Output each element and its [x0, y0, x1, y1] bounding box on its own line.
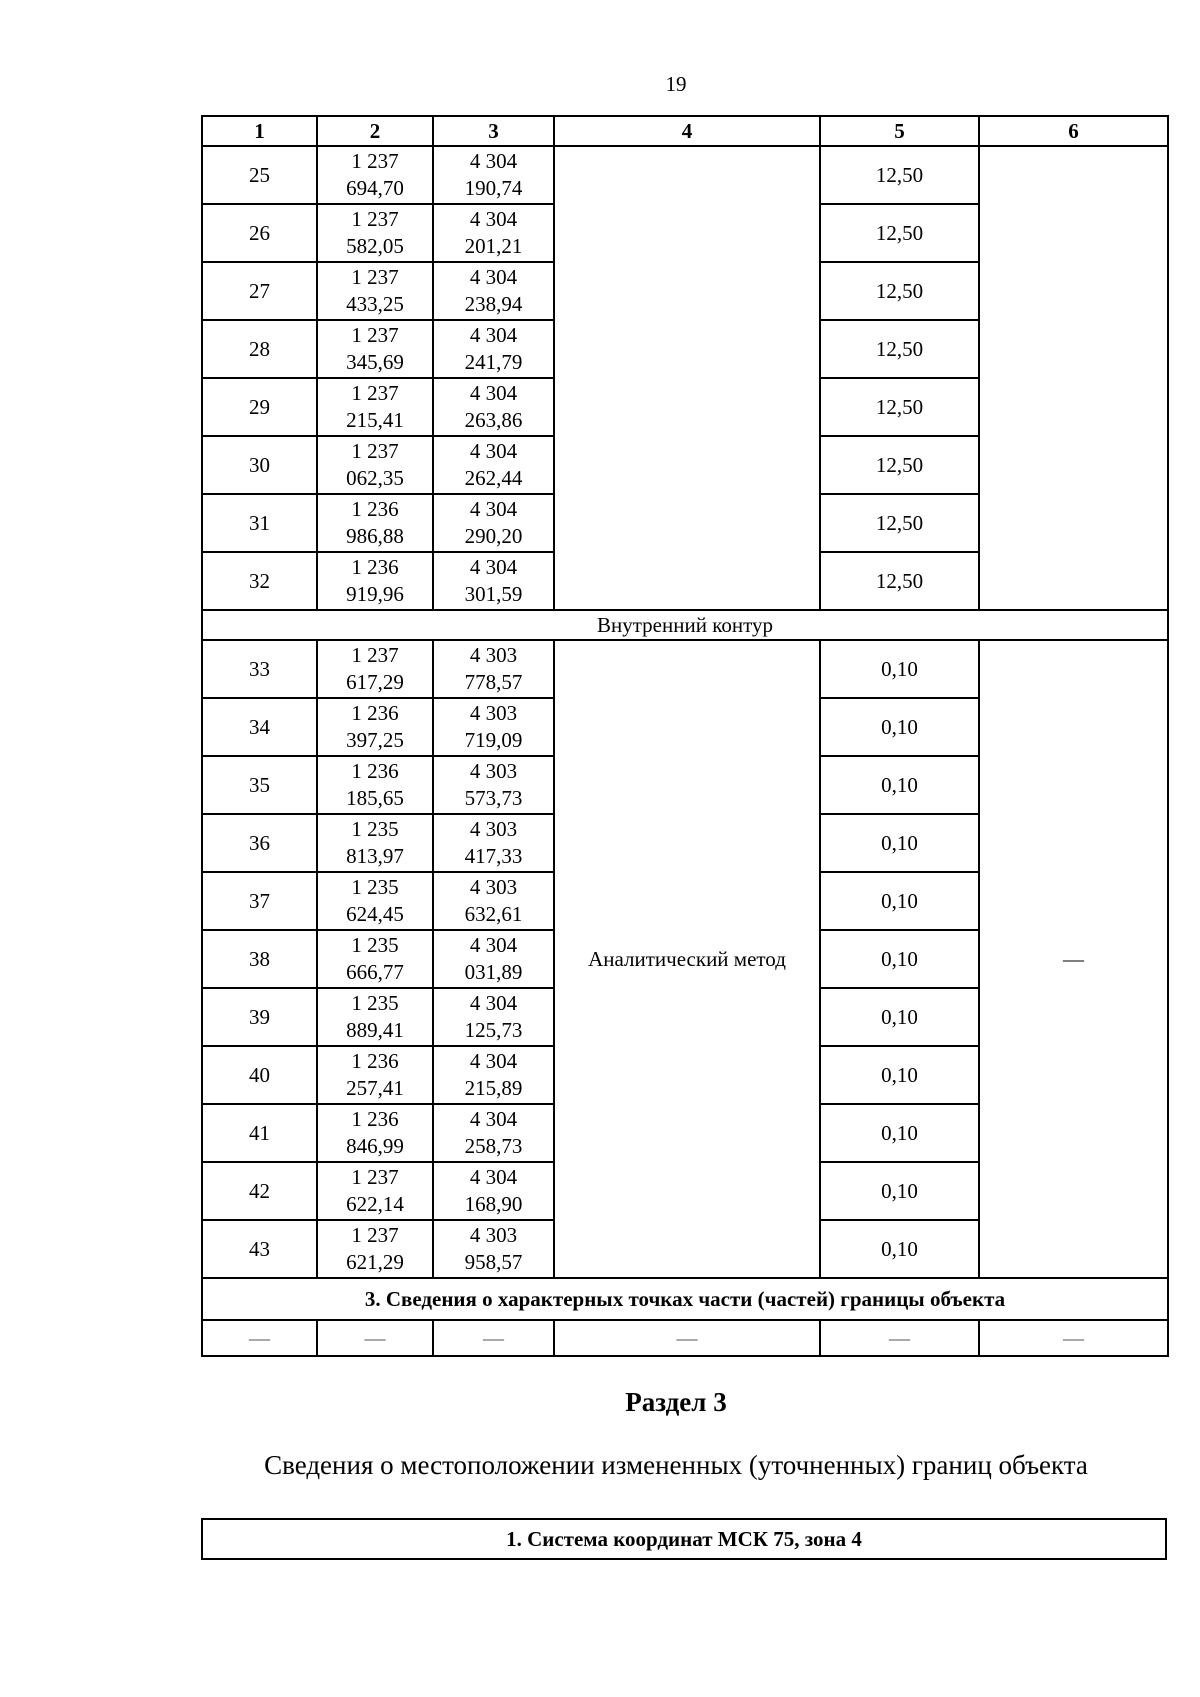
table-row — [202, 146, 1168, 204]
part-title-row — [202, 1278, 1168, 1320]
point-number: 25 — [202, 146, 317, 204]
y-coordinate — [433, 262, 554, 320]
x-coordinate-integer-part: 1 237 — [351, 323, 399, 347]
inner-contour-row — [202, 610, 1168, 640]
y-coordinate-fraction-part: 301,59 — [464, 582, 523, 606]
accuracy-value: 0,10 — [820, 1104, 979, 1162]
x-coordinate-fraction-part: 813,97 — [346, 844, 404, 868]
x-coordinate — [317, 872, 433, 930]
method-cell: Аналитический метод — [554, 640, 820, 1278]
x-coordinate-integer-part: 1 237 — [351, 207, 399, 231]
y-coordinate-fraction-part: 031,89 — [464, 960, 523, 984]
y-coordinate — [433, 204, 554, 262]
coordinates-table — [201, 115, 1169, 1357]
y-coordinate-integer-part: 4 304 — [469, 381, 518, 405]
x-coordinate — [317, 640, 433, 698]
x-coordinate-integer-part: 1 237 — [351, 643, 399, 667]
dash-cell: — — [820, 1320, 979, 1356]
x-coordinate-integer-part: 1 236 — [351, 759, 399, 783]
inner-contour-rows — [202, 640, 1168, 1278]
column-header: 2 — [317, 116, 433, 146]
x-coordinate-fraction-part: 666,77 — [346, 960, 404, 984]
x-coordinate-fraction-part: 215,41 — [346, 408, 404, 432]
table-row — [202, 640, 1168, 698]
y-coordinate-integer-part: 4 304 — [469, 207, 518, 231]
x-coordinate-fraction-part: 345,69 — [346, 350, 404, 374]
accuracy-value: 0,10 — [820, 756, 979, 814]
y-coordinate-integer-part: 4 304 — [469, 439, 518, 463]
point-number: 28 — [202, 320, 317, 378]
x-coordinate-fraction-part: 986,88 — [346, 524, 404, 548]
x-coordinate-fraction-part: 582,05 — [346, 234, 404, 258]
point-number: 40 — [202, 1046, 317, 1104]
column-header: 6 — [979, 116, 1168, 146]
accuracy-value: 0,10 — [820, 814, 979, 872]
y-coordinate-fraction-part: 632,61 — [464, 902, 523, 926]
x-coordinate-integer-part: 1 235 — [351, 875, 399, 899]
x-coordinate — [317, 262, 433, 320]
accuracy-value: 12,50 — [820, 436, 979, 494]
x-coordinate-fraction-part: 621,29 — [346, 1250, 404, 1274]
y-coordinate-integer-part: 4 303 — [469, 1223, 518, 1247]
y-coordinate — [433, 1220, 554, 1278]
y-coordinate — [433, 494, 554, 552]
y-coordinate-integer-part: 4 304 — [469, 1049, 518, 1073]
point-number: 37 — [202, 872, 317, 930]
y-coordinate-integer-part: 4 304 — [469, 323, 518, 347]
y-coordinate — [433, 146, 554, 204]
y-coordinate-fraction-part: 958,57 — [464, 1250, 523, 1274]
point-number: 42 — [202, 1162, 317, 1220]
y-coordinate-integer-part: 4 304 — [469, 555, 518, 579]
x-coordinate-integer-part: 1 237 — [351, 381, 399, 405]
x-coordinate — [317, 494, 433, 552]
empty-part-row — [202, 1320, 1168, 1356]
table-header-row — [202, 116, 1168, 146]
description-cell: — — [979, 640, 1168, 1278]
y-coordinate-fraction-part: 417,33 — [464, 844, 523, 868]
x-coordinate — [317, 146, 433, 204]
y-coordinate — [433, 756, 554, 814]
accuracy-value: 0,10 — [820, 698, 979, 756]
x-coordinate-integer-part: 1 237 — [351, 439, 399, 463]
point-number: 39 — [202, 988, 317, 1046]
accuracy-value: 0,10 — [820, 1220, 979, 1278]
point-number: 29 — [202, 378, 317, 436]
y-coordinate-integer-part: 4 304 — [469, 933, 518, 957]
x-coordinate-fraction-part: 622,14 — [346, 1192, 404, 1216]
x-coordinate — [317, 814, 433, 872]
accuracy-value: 12,50 — [820, 552, 979, 610]
y-coordinate-fraction-part: 258,73 — [464, 1134, 523, 1158]
x-coordinate-fraction-part: 846,99 — [346, 1134, 404, 1158]
y-coordinate-integer-part: 4 304 — [469, 991, 518, 1015]
x-coordinate-fraction-part: 919,96 — [346, 582, 404, 606]
x-coordinate — [317, 988, 433, 1046]
x-coordinate-integer-part: 1 235 — [351, 933, 399, 957]
y-coordinate — [433, 698, 554, 756]
section-heading: Раздел 3 — [625, 1387, 727, 1417]
point-number: 41 — [202, 1104, 317, 1162]
y-coordinate-fraction-part: 290,20 — [464, 524, 523, 548]
x-coordinate — [317, 1220, 433, 1278]
y-coordinate — [433, 436, 554, 494]
y-coordinate-fraction-part: 125,73 — [464, 1018, 523, 1042]
y-coordinate — [433, 378, 554, 436]
column-header: 4 — [554, 116, 820, 146]
y-coordinate-integer-part: 4 304 — [469, 497, 518, 521]
point-number: 35 — [202, 756, 317, 814]
x-coordinate — [317, 204, 433, 262]
y-coordinate-fraction-part: 778,57 — [464, 670, 523, 694]
y-coordinate — [433, 814, 554, 872]
y-coordinate — [433, 872, 554, 930]
y-coordinate — [433, 1104, 554, 1162]
point-number: 27 — [202, 262, 317, 320]
x-coordinate-integer-part: 1 237 — [351, 1165, 399, 1189]
y-coordinate-integer-part: 4 303 — [469, 817, 518, 841]
y-coordinate-fraction-part: 262,44 — [464, 466, 523, 490]
x-coordinate-fraction-part: 185,65 — [346, 786, 404, 810]
point-number: 43 — [202, 1220, 317, 1278]
accuracy-value: 0,10 — [820, 640, 979, 698]
x-coordinate-fraction-part: 062,35 — [346, 466, 404, 490]
y-coordinate-fraction-part: 241,79 — [464, 350, 523, 374]
dash-cell: — — [554, 1320, 820, 1356]
x-coordinate-fraction-part: 889,41 — [346, 1018, 404, 1042]
x-coordinate-integer-part: 1 236 — [351, 1049, 399, 1073]
outer-contour-rows — [202, 146, 1168, 610]
column-header: 1 — [202, 116, 317, 146]
accuracy-value: 12,50 — [820, 494, 979, 552]
y-coordinate — [433, 320, 554, 378]
point-number: 26 — [202, 204, 317, 262]
x-coordinate-integer-part: 1 237 — [351, 149, 399, 173]
accuracy-value: 0,10 — [820, 988, 979, 1046]
y-coordinate-integer-part: 4 303 — [469, 759, 518, 783]
x-coordinate — [317, 1162, 433, 1220]
y-coordinate — [433, 1162, 554, 1220]
x-coordinate-fraction-part: 617,29 — [346, 670, 404, 694]
description-cell — [979, 146, 1168, 610]
y-coordinate-fraction-part: 263,86 — [464, 408, 523, 432]
y-coordinate — [433, 640, 554, 698]
point-number: 31 — [202, 494, 317, 552]
x-coordinate-integer-part: 1 235 — [351, 991, 399, 1015]
accuracy-value: 0,10 — [820, 1046, 979, 1104]
y-coordinate-fraction-part: 215,89 — [464, 1076, 523, 1100]
point-number: 36 — [202, 814, 317, 872]
x-coordinate-fraction-part: 257,41 — [346, 1076, 404, 1100]
x-coordinate — [317, 756, 433, 814]
dash-cell: — — [979, 1320, 1168, 1356]
x-coordinate-integer-part: 1 237 — [351, 265, 399, 289]
dash-cell: — — [202, 1320, 317, 1356]
y-coordinate-integer-part: 4 303 — [469, 875, 518, 899]
x-coordinate-fraction-part: 397,25 — [346, 728, 404, 752]
y-coordinate-fraction-part: 238,94 — [464, 292, 523, 316]
point-number: 34 — [202, 698, 317, 756]
x-coordinate-integer-part: 1 237 — [351, 1223, 399, 1247]
y-coordinate-fraction-part: 573,73 — [464, 786, 523, 810]
x-coordinate — [317, 930, 433, 988]
method-cell — [554, 146, 820, 610]
x-coordinate — [317, 320, 433, 378]
column-header: 5 — [820, 116, 979, 146]
inner-contour-label: Внутренний контур — [202, 610, 1168, 640]
y-coordinate-integer-part: 4 304 — [469, 265, 518, 289]
point-number: 33 — [202, 640, 317, 698]
x-coordinate — [317, 378, 433, 436]
accuracy-value: 0,10 — [820, 930, 979, 988]
y-coordinate-integer-part: 4 304 — [469, 1165, 518, 1189]
x-coordinate — [317, 1104, 433, 1162]
y-coordinate-fraction-part: 201,21 — [464, 234, 523, 258]
y-coordinate-fraction-part: 190,74 — [464, 176, 523, 200]
y-coordinate — [433, 988, 554, 1046]
y-coordinate — [433, 930, 554, 988]
x-coordinate-fraction-part: 624,45 — [346, 902, 404, 926]
accuracy-value: 0,10 — [820, 1162, 979, 1220]
accuracy-value: 12,50 — [820, 378, 979, 436]
y-coordinate-integer-part: 4 303 — [469, 701, 518, 725]
y-coordinate-integer-part: 4 304 — [469, 1107, 518, 1131]
dash-cell: — — [433, 1320, 554, 1356]
x-coordinate — [317, 552, 433, 610]
accuracy-value: 0,10 — [820, 872, 979, 930]
accuracy-value: 12,50 — [820, 146, 979, 204]
coordinate-system-header: 1. Система координат МСК 75, зона 4 — [201, 1518, 1167, 1560]
column-header: 3 — [433, 116, 554, 146]
y-coordinate-fraction-part: 168,90 — [464, 1192, 523, 1216]
x-coordinate-integer-part: 1 236 — [351, 555, 399, 579]
page-number: 19 — [665, 72, 687, 96]
point-number: 32 — [202, 552, 317, 610]
x-coordinate — [317, 698, 433, 756]
x-coordinate-integer-part: 1 236 — [351, 701, 399, 725]
y-coordinate — [433, 1046, 554, 1104]
x-coordinate — [317, 1046, 433, 1104]
x-coordinate-integer-part: 1 235 — [351, 817, 399, 841]
x-coordinate — [317, 436, 433, 494]
x-coordinate-integer-part: 1 236 — [351, 1107, 399, 1131]
y-coordinate-integer-part: 4 303 — [469, 643, 518, 667]
x-coordinate-fraction-part: 433,25 — [346, 292, 404, 316]
y-coordinate-integer-part: 4 304 — [469, 149, 518, 173]
part-title: 3. Сведения о характерных точках части (частей) границы объекта — [202, 1278, 1168, 1320]
y-coordinate — [433, 552, 554, 610]
x-coordinate-integer-part: 1 236 — [351, 497, 399, 521]
x-coordinate-fraction-part: 694,70 — [346, 176, 404, 200]
point-number: 30 — [202, 436, 317, 494]
point-number: 38 — [202, 930, 317, 988]
dash-cell: — — [317, 1320, 433, 1356]
accuracy-value: 12,50 — [820, 204, 979, 262]
accuracy-value: 12,50 — [820, 320, 979, 378]
accuracy-value: 12,50 — [820, 262, 979, 320]
y-coordinate-fraction-part: 719,09 — [464, 728, 523, 752]
section-subtitle: Сведения о местоположении измененных (уточненных) границ объекта — [264, 1450, 1088, 1480]
